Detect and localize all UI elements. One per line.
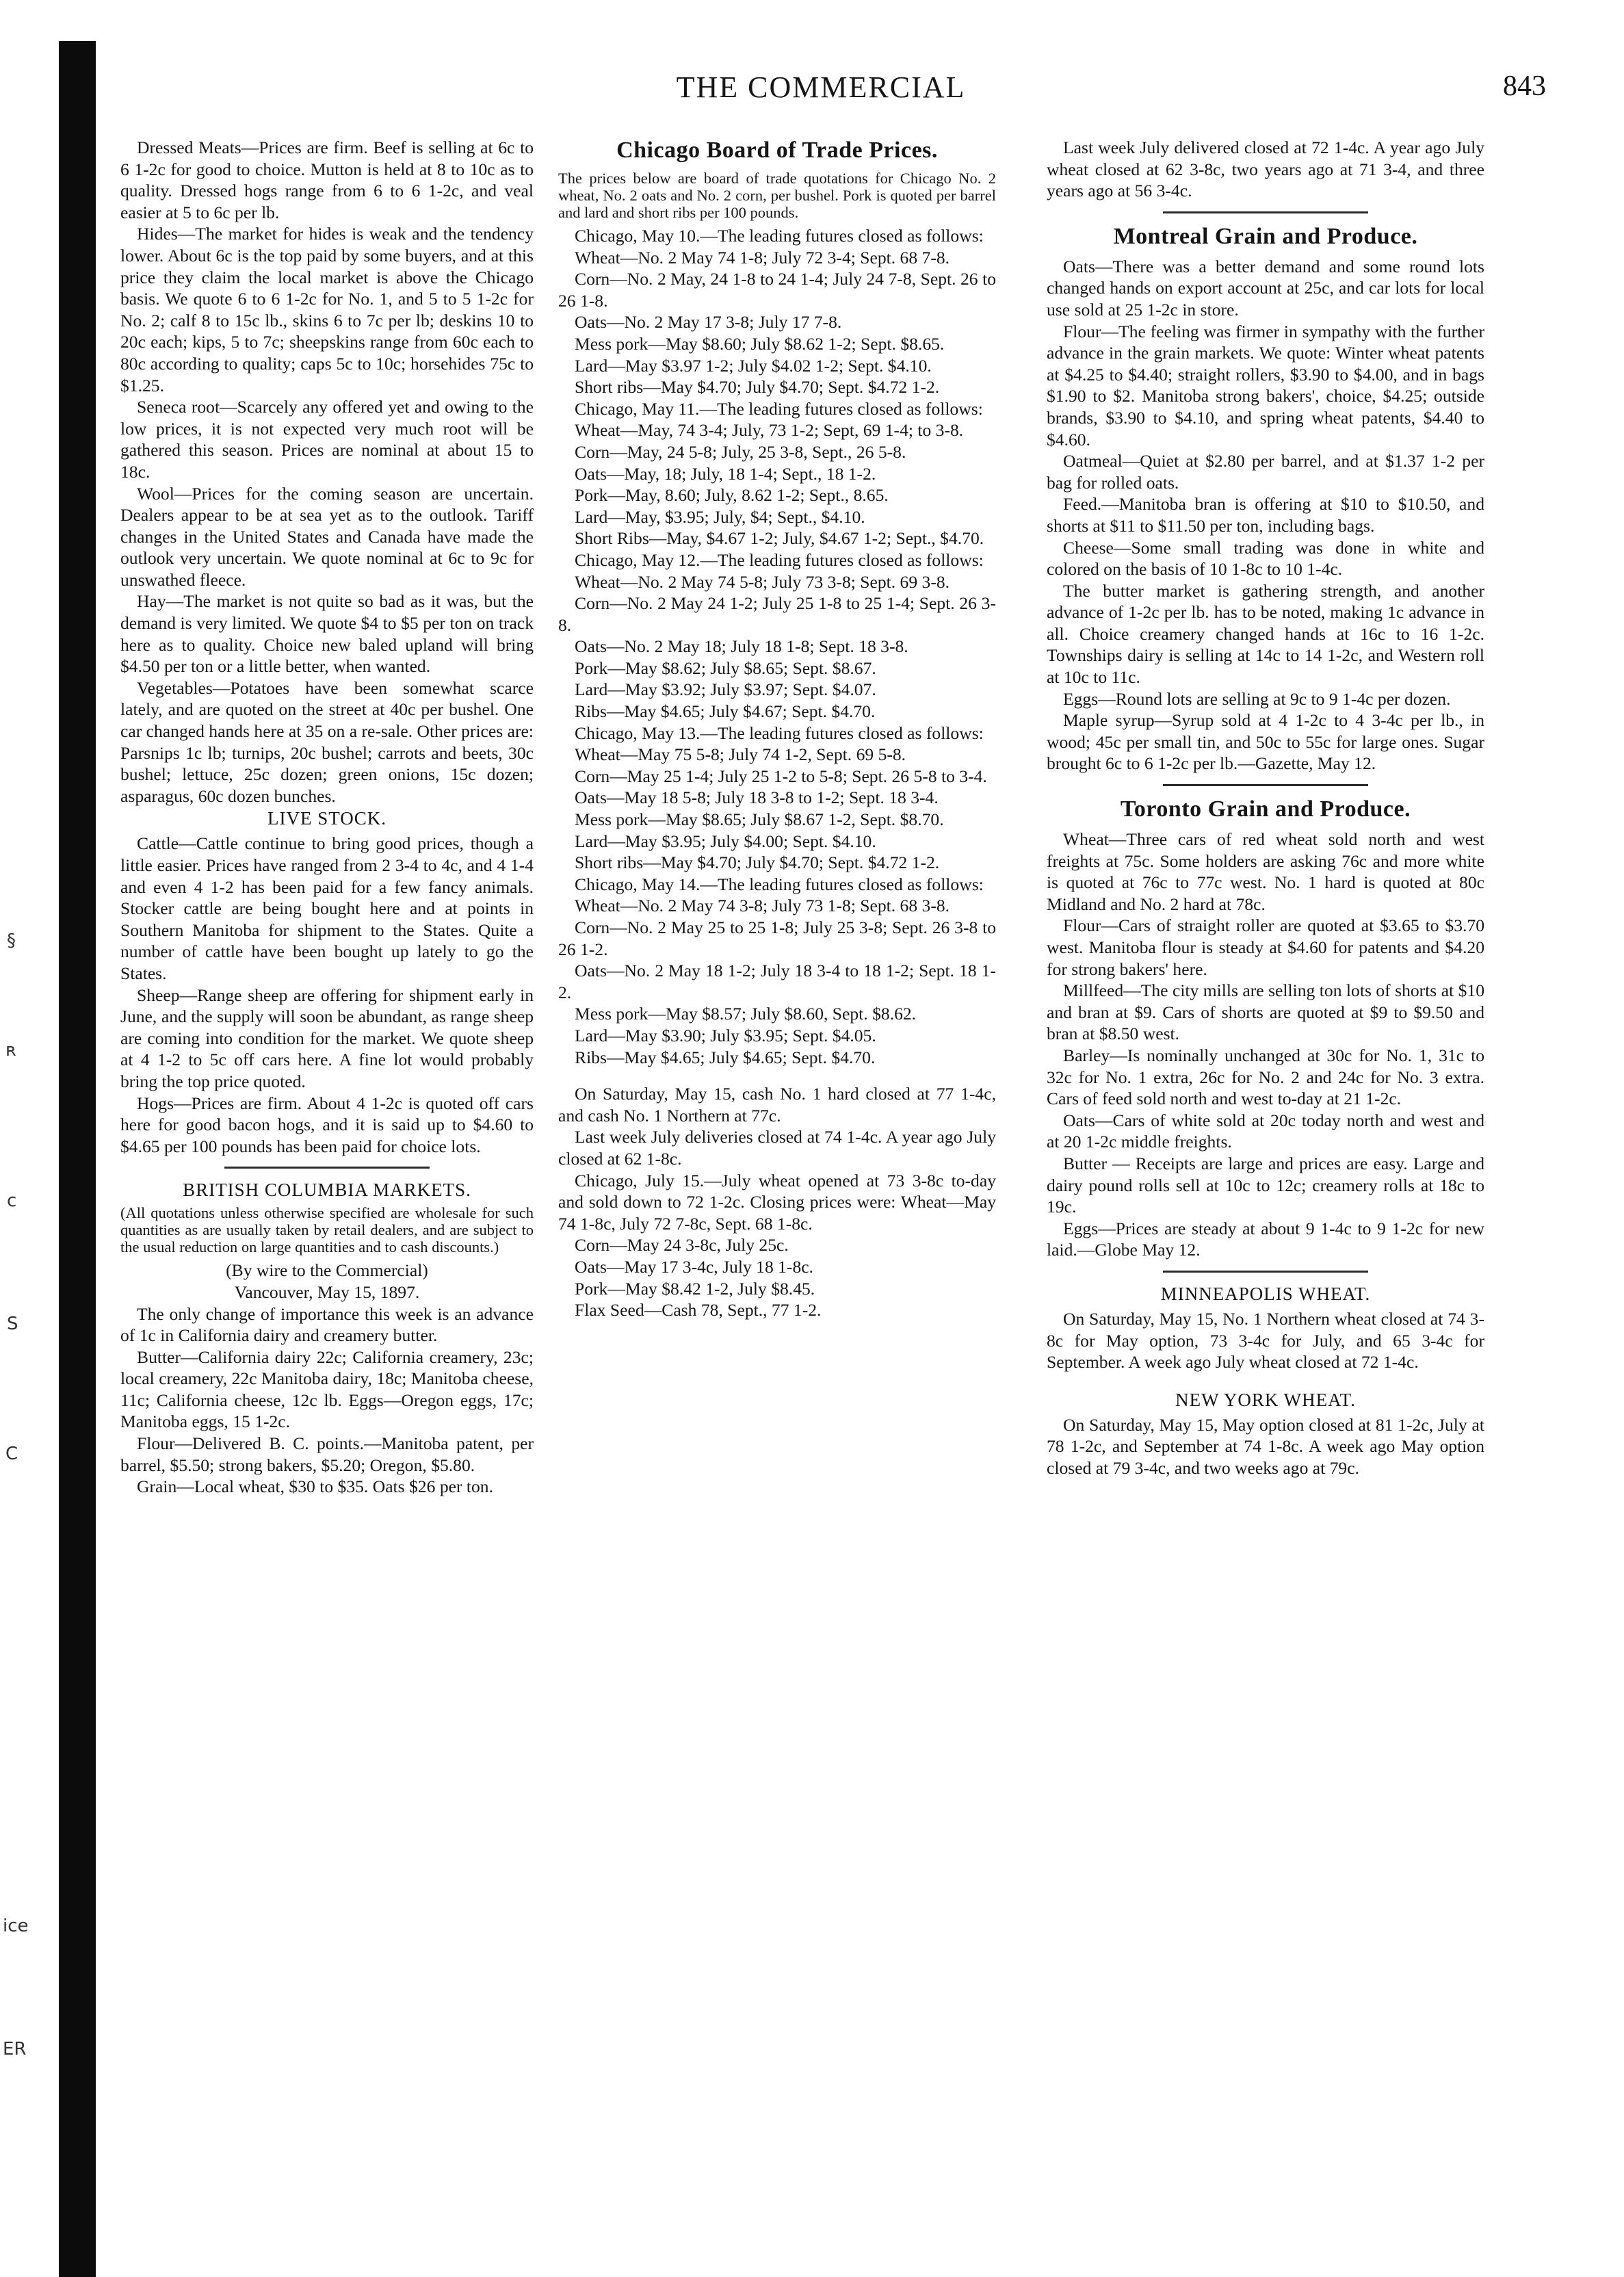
column-1	[120, 137, 534, 1498]
livestock-heading: LIVE STOCK.	[267, 808, 387, 829]
price-row: Ribs—May $4.65; July $4.67; Sept. $4.70.	[575, 701, 876, 722]
price-row: Wheat—May 75 5-8; July 74 1-2, Sept. 69 5-8.	[575, 744, 906, 765]
chicago-day-lead: Chicago, May 10.—The leading futures closed as follows:	[575, 226, 984, 246]
toronto-heading: Toronto Grain and Produce.	[1120, 796, 1411, 822]
price-row: Lard—May, $3.95; July, $4; Sept., $4.10.	[575, 506, 865, 527]
price-row: Wheat—No. 2 May 74 3-8; July 73 1-8; Sept. 68 3-8.	[575, 896, 950, 916]
bc-wire-note: (By wire to the Commercial)	[226, 1260, 428, 1281]
margin-mark: ʀ	[5, 1040, 16, 1061]
montreal-paragraph: Feed.—Manitoba bran is offering at $10 to $10.50, and shorts at $11 to $11.50 per ton, including bags.	[1047, 494, 1484, 536]
price-row: Oats—May 18 5-8; July 18 3-8 to 1-2; Sept. 18 3-4.	[575, 788, 939, 808]
price-row: Oats—No. 2 May 17 3-8; July 17 7-8.	[575, 312, 842, 333]
bc-paragraph: Grain—Local wheat, $30 to $35. Oats $26 per ton.	[137, 1476, 493, 1497]
price-row: Corn—No. 2 May 25 to 25 1-8; July 25 3-8; Sept. 26 3-8 to 26 1-2.	[558, 918, 996, 959]
closing-row: Oats—May 17 3-4c, July 18 1-8c.	[575, 1256, 814, 1277]
newyork-paragraph: On Saturday, May 15, May option closed at 81 1-2c, July at 78 1-2c, and September at 74 1-8c. A week ago May option closed at 79 3-4c, and two weeks ago at 79c.	[1047, 1414, 1484, 1478]
closing-row: Corn—May 24 3-8c, July 25c.	[575, 1235, 789, 1255]
margin-mark: ER	[3, 2039, 27, 2059]
margin-mark: §	[7, 931, 16, 951]
margin-mark: ϲ	[7, 1190, 17, 1211]
closing-row: Pork—May $8.42 1-2, July $8.45.	[575, 1278, 815, 1299]
price-row: Mess pork—May $8.65; July $8.67 1-2, Sept. $8.70.	[575, 809, 944, 830]
montreal-heading: Montreal Grain and Produce.	[1113, 223, 1418, 249]
price-row: Lard—May $3.92; July $3.97; Sept. $4.07.	[575, 679, 876, 700]
livestock-paragraph: Hogs—Prices are firm. About 4 1-2c is quoted off cars here for good bacon hogs, and it is said up to $4.60 to $4.65 per 100 pounds has been paid for choice lots.	[120, 1093, 534, 1156]
market-paragraph: Dressed Meats—Prices are firm. Beef is selling at 6c to 6 1-2c for good to choice. Mutton is held at 8 to 10c as to quality. Dressed hogs range from 6 to 6 1-2c, and veal easier at 5 to 6c per lb.	[120, 138, 534, 222]
page-number: 843	[1503, 70, 1546, 102]
price-row: Wheat—No. 2 May 74 5-8; July 73 3-8; Sept. 69 3-8.	[575, 571, 950, 592]
toronto-paragraph: Millfeed—The city mills are selling ton lots of shorts at $10 and bran at $9. Cars of shorts are quoted at $9 to $9.50 and bran at $8.50 west.	[1047, 980, 1484, 1044]
bc-paragraph: Butter—California dairy 22c; California creamery, 23c; local creamery, 22c Manitoba dairy, 18c; Manitoba cheese, 11c; California cheese, 12c lb. Eggs—Oregon eggs, 17c; Manitoba eggs, 15 1-2c.	[120, 1346, 534, 1432]
top-paragraph: Last week July delivered closed at 72 1-4c. A year ago July wheat closed at 62 3-8c, two years ago at 71 3-4, and three years ago at 56 3-4c.	[1047, 138, 1484, 201]
price-row: Lard—May $3.95; July $4.00; Sept. $4.10.	[575, 831, 876, 851]
price-row: Pork—May, 8.60; July, 8.62 1-2; Sept., 8.65.	[575, 485, 889, 506]
closing-paragraph: Last week July deliveries closed at 74 1-4c. A year ago July closed at 62 1-8c.	[558, 1127, 996, 1169]
spacer	[558, 1068, 996, 1083]
toronto-paragraph: Flour—Cars of straight roller are quoted at $3.65 to $3.70 west. Manitoba flour is steady at $4.60 for patents and $4.20 for strong bakers' here.	[1047, 915, 1484, 979]
price-row: Corn—No. 2 May, 24 1-8 to 24 1-4; July 24 7-8, Sept. 26 to 26 1-8.	[558, 269, 996, 311]
bc-paragraph: Flour—Delivered B. C. points.—Manitoba patent, per barrel, $5.50; strong bakers, $5.20; Oregon, $5.80.	[120, 1433, 534, 1475]
binding-spine	[59, 41, 96, 2277]
price-row: Mess pork—May $8.57; July $8.60, Sept. $8.62.	[575, 1004, 917, 1024]
column-3	[1047, 137, 1484, 1479]
chicago-day-lead: Chicago, May 13.—The leading futures closed as follows:	[575, 723, 984, 743]
closing-row: Flax Seed—Cash 78, Sept., 77 1-2.	[575, 1300, 822, 1320]
publication-title: THE COMMERCIAL	[676, 70, 966, 104]
chicago-heading: Chicago Board of Trade Prices.	[616, 138, 938, 163]
montreal-paragraph: Maple syrup—Syrup sold at 4 1-2c to 4 3-4c per lb., in wood; 45c per small tin, and 50c to 55c for large ones. Sugar brought 6c to 6 1-2c per lb.—Gazette, May 12.	[1047, 710, 1484, 774]
toronto-paragraph: Barley—Is nominally unchanged at 30c for No. 1, 31c to 32c for No. 1 extra, 26c for No. 2 and 24c for No. 3 extra. Cars of feed sold north and west to-day at 21 1-2c.	[1047, 1045, 1484, 1109]
price-row: Oats—No. 2 May 18; July 18 1-8; Sept. 18 3-8.	[575, 636, 908, 657]
montreal-paragraph: Eggs—Round lots are selling at 9c to 9 1-4c per dozen.	[1063, 688, 1451, 709]
price-row: Wheat—No. 2 May 74 1-8; July 72 3-4; Sept. 68 7-8.	[575, 247, 950, 268]
market-paragraph: Vegetables—Potatoes have been somewhat scarce lately, and are quoted on the street at 40c per bushel. One car changed hands here at 35 on a re-sale. Other prices are: Parsnips 1c lb; turnips, 20c bushel; carrots and beets, 30c bushel; lettuce, 25c dozen; green onions, 15c dozen; asparagus, 60c dozen bunches.	[120, 677, 534, 806]
montreal-paragraph: The butter market is gathering strength, and another advance of 1-2c per lb. has to be noted, making 1c advance in all. Choice creamery changed hands at 16c to 16 1-2c. Townships dairy is selling at 14c to 14 1-2c, and Western roll at 10c to 11c.	[1047, 580, 1484, 688]
chicago-day-lead: Chicago, May 11.—The leading futures closed as follows:	[575, 398, 983, 419]
chicago-intro: The prices below are board of trade quotations for Chicago No. 2 wheat, No. 2 oats and No. 2 corn, per bushel. Pork is quoted per barrel and lard and short ribs per 100 pounds.	[558, 170, 996, 221]
chicago-day-lead: Chicago, May 14.—The leading futures closed as follows:	[575, 874, 984, 894]
price-row: Oats—No. 2 May 18 1-2; July 18 3-4 to 18 1-2; Sept. 18 1-2.	[558, 961, 996, 1002]
minneapolis-heading: MINNEAPOLIS WHEAT.	[1160, 1283, 1371, 1304]
price-row: Lard—May $3.97 1-2; July $4.02 1-2; Sept. $4.10.	[575, 355, 932, 376]
column-2	[558, 137, 996, 1321]
price-row: Corn—May, 24 5-8; July, 25 3-8, Sept., 26 5-8.	[575, 441, 906, 462]
section-rule	[224, 1167, 430, 1169]
price-row: Wheat—May, 74 3-4; July, 73 1-2; Sept, 69 1-4; to 3-8.	[575, 420, 964, 441]
toronto-paragraph: Butter — Receipts are large and prices are easy. Large and dairy pound rolls sell at 10c to 12c; creamery rolls at 18c to 19c.	[1047, 1153, 1484, 1217]
price-row: Oats—May, 18; July, 18 1-4; Sept., 18 1-2.	[575, 463, 876, 484]
bc-dateline: Vancouver, May 15, 1897.	[234, 1281, 420, 1302]
market-paragraph: Wool—Prices for the coming season are uncertain. Dealers appear to be at sea yet as to the outlook. Tariff changes in the United States and Canada have made the outlook very uncertain. We quote nominal at 6c to 9c for unswathed fleece.	[120, 483, 534, 590]
spacer	[1047, 1373, 1484, 1388]
price-row: Corn—May 25 1-4; July 25 1-2 to 5-8; Sept. 26 5-8 to 3-4.	[575, 766, 987, 786]
margin-mark: S	[7, 1314, 18, 1334]
montreal-paragraph: Cheese—Some small trading was done in white and colored on the basis of 10 1-8c to 10 1-4c.	[1047, 537, 1484, 580]
closing-paragraph: Chicago, July 15.—July wheat opened at 73 3-8c to-day and sold down to 72 1-2c. Closing prices were: Wheat—May 74 1-8c, July 72 7-8c, Sept. 68 1-8c.	[558, 1170, 996, 1234]
livestock-paragraph: Sheep—Range sheep are offering for shipment early in June, and the supply will soon be abundant, as range sheep are coming into condition for the market. We quote sheep at 4 1-2 to 5c off cars here. A fine lot would probably bring the top price quoted.	[120, 985, 534, 1091]
margin-mark: C	[5, 1444, 18, 1464]
toronto-paragraph: Oats—Cars of white sold at 20c today north and west and at 20 1-2c middle freights.	[1047, 1110, 1484, 1152]
price-row: Pork—May $8.62; July $8.65; Sept. $8.67.	[575, 658, 876, 678]
montreal-paragraph: Oats—There was a better demand and some round lots changed hands on export account at 25c, and car lots for local use sold at 25 1-2c in store.	[1047, 256, 1484, 320]
section-rule	[1163, 1271, 1368, 1273]
bc-paragraph: The only change of importance this week is an advance of 1c in California dairy and creamery butter.	[120, 1303, 534, 1346]
closing-paragraph: On Saturday, May 15, cash No. 1 hard closed at 77 1-4c, and cash No. 1 Northern at 77c.	[558, 1084, 996, 1126]
margin-mark: ice	[3, 1916, 29, 1936]
chicago-day-lead: Chicago, May 12.—The leading futures closed as follows:	[575, 549, 984, 570]
montreal-paragraph: Flour—The feeling was firmer in sympathy with the further advance in the grain markets. We quote: Winter wheat patents at $4.25 to $4.40; straight rollers, $3.90 to $4.00, and in bags $1.90 to $2. Manitoba strong bakers', choice, $4.25; outside brands, $3.90 to $4.10, and spring wheat patents, $4.40 to $4.60.	[1047, 321, 1484, 450]
price-row: Lard—May $3.90; July $3.95; Sept. $4.05.	[575, 1025, 876, 1045]
market-paragraph: Hay—The market is not quite so bad as it was, but the demand is very limited. We quote $4 to $5 per ton on track here as to quality. Choice new baled upland will bring $4.50 per ton or a little better, when wanted.	[120, 591, 534, 677]
page-header	[96, 70, 1546, 111]
toronto-paragraph: Eggs—Prices are steady at about 9 1-4c to 9 1-2c for new laid.—Globe May 12.	[1047, 1218, 1484, 1260]
section-rule	[1163, 211, 1368, 213]
newyork-heading: NEW YORK WHEAT.	[1175, 1389, 1356, 1410]
price-row: Short ribs—May $4.70; July $4.70; Sept. $4.72 1-2.	[575, 377, 940, 398]
market-paragraph: Hides—The market for hides is weak and the tendency lower. About 6c is the top paid by some buyers, and at this price they claim the local market is above the Chicago basis. We quote 6 to 6 1-2c for No. 1, and 5 to 5 1-2c for No. 2; calf 8 to 15c lb., skins 6 to 7c per lb; deskins 10 to 20c each; kips, 5 to 7c; sheepskins range from 60c each to 80c according to quality; caps 5c to 10c; horsehides 75c to $1.25.	[120, 224, 534, 395]
price-row: Corn—No. 2 May 24 1-2; July 25 1-8 to 25 1-4; Sept. 26 3-8.	[558, 593, 996, 635]
toronto-paragraph: Wheat—Three cars of red wheat sold north and west freights at 75c. Some holders are asking 76c and more white is quoted at 76c to 77c west. No. 1 hard is quoted at 80c Midland and No. 2 hard at 78c.	[1047, 829, 1484, 914]
price-row: Mess pork—May $8.60; July $8.62 1-2; Sept. $8.65.	[575, 333, 945, 354]
price-row: Ribs—May $4.65; July $4.65; Sept. $4.70.	[575, 1047, 876, 1067]
margin-scraps	[0, 753, 55, 2059]
bc-intro: (All quotations unless otherwise specified are wholesale for such quantities as are usually taken by retail dealers, and are subject to the usual reduction on large quantities and to cash discounts.)	[120, 1204, 534, 1256]
section-rule	[1163, 784, 1368, 786]
market-paragraph: Seneca root—Scarcely any offered yet and owing to the low prices, it is not expected very much root will be gathered this season. Prices are nominal at about 15 to 18c.	[120, 397, 534, 482]
bc-markets-heading: BRITISH COLUMBIA MARKETS.	[183, 1180, 471, 1201]
minneapolis-paragraph: On Saturday, May 15, No. 1 Northern wheat closed at 74 3-8c for May option, 73 3-4c for July, and 65 3-4c for September. A week ago July wheat closed at 72 1-4c.	[1047, 1308, 1484, 1372]
price-row: Short Ribs—May, $4.67 1-2; July, $4.67 1-2; Sept., $4.70.	[575, 528, 984, 549]
livestock-paragraph: Cattle—Cattle continue to bring good prices, though a little easier. Prices have ranged from 2 3-4 to 4c, and 4 1-4 and even 4 1-2 has been paid for a few fancy animals. Stocker cattle are being bought here and at points in Southern Manitoba for shipment to the States. Quite a number of cattle have been bought up lately to go the States.	[120, 833, 534, 983]
montreal-paragraph: Oatmeal—Quiet at $2.80 per barrel, and at $1.37 1-2 per bag for rolled oats.	[1047, 451, 1484, 493]
price-row: Short ribs—May $4.70; July $4.70; Sept. $4.72 1-2.	[575, 853, 940, 873]
